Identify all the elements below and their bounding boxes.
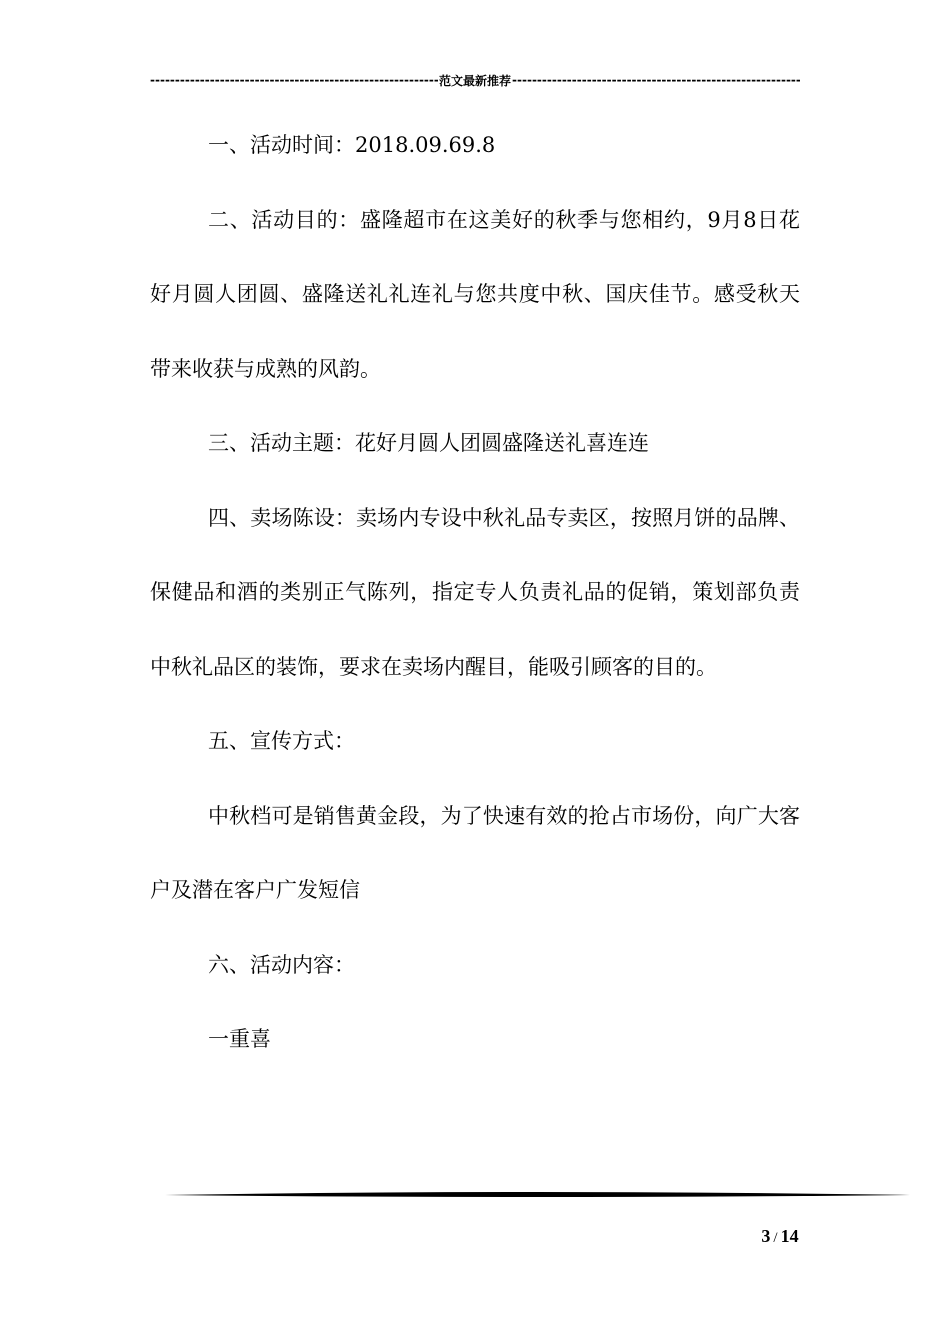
page-number bbox=[740, 1226, 820, 1247]
paragraph-store-display: 四、卖场陈设：卖场内专设中秋礼品专卖区，按照月饼的品牌、保健品和酒的类别正气陈列，指定专人负责礼品的促销，策划部负责中秋礼品区的装饰，要求在卖场内醒目，能吸引顾客的目的。 bbox=[150, 505, 800, 679]
paragraph-first-joy: 一重喜 bbox=[208, 1027, 271, 1051]
header-dash-left bbox=[150, 73, 438, 87]
paragraph-promotion-method: 五、宣传方式： bbox=[208, 729, 355, 753]
paragraph-activity-time: 一、活动时间：2018.09.69.8 bbox=[208, 133, 496, 157]
paragraph-activity-theme: 三、活动主题：花好月圆人团圆盛隆送礼喜连连 bbox=[208, 431, 649, 455]
paragraph-sms-promotion: 中秋档可是销售黄金段，为了快速有效的抢占市场份，向广大客户及潜在客户广发短信 bbox=[150, 803, 800, 902]
page-separator: / bbox=[773, 1230, 778, 1246]
footer-divider bbox=[165, 1187, 910, 1201]
document-body bbox=[150, 108, 800, 1077]
current-page: 3 bbox=[761, 1226, 771, 1246]
paragraph-activity-content: 六、活动内容： bbox=[208, 952, 355, 977]
total-pages: 14 bbox=[780, 1226, 799, 1246]
paragraph-activity-purpose: 二、活动目的：盛隆超市在这美好的秋季与您相约，9月8日花好月圆人团圆、盛隆送礼礼连礼与您共度中秋、国庆佳节。感受秋天带来收获与成熟的风韵。 bbox=[150, 207, 800, 381]
page-header bbox=[150, 68, 800, 92]
header-dash-right bbox=[512, 73, 800, 87]
header-title: 范文最新推荐 bbox=[439, 73, 512, 88]
